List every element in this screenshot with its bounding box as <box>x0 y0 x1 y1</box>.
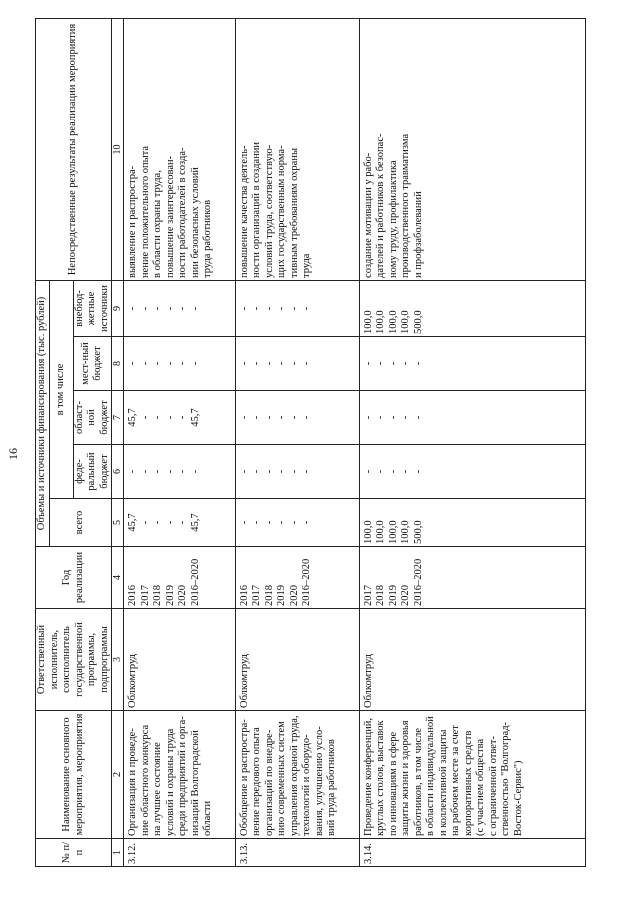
header-result: Непосредственные результаты реализации мероприятия <box>36 18 112 280</box>
column-number: 3 <box>112 609 124 711</box>
total-line: 45,7 <box>127 513 138 532</box>
name_lines-line: организаций по внедре- <box>263 729 275 836</box>
result_lines-line: производственного травматизма <box>400 133 411 278</box>
years-line: 2020 <box>400 585 411 606</box>
ext-line: 100,0 <box>387 310 399 334</box>
name_lines-line: вий труда работников <box>326 739 337 836</box>
activity-name <box>235 711 359 839</box>
reg-line: - <box>276 415 287 420</box>
reg-line: - <box>375 415 386 420</box>
fed-line: - <box>400 469 411 474</box>
fed-line: - <box>288 469 300 474</box>
name_lines-line: с ограниченной ответ- <box>487 735 499 836</box>
column-number-row <box>112 18 124 866</box>
amount-reg <box>124 391 236 445</box>
years-line: 2018 <box>152 585 163 606</box>
amount-ext <box>124 280 236 336</box>
result <box>235 18 359 280</box>
executor: Облкомтруд <box>235 609 359 711</box>
header-reg: област-ной бюджет <box>73 391 112 445</box>
result_lines-line: ности работодателей в созда- <box>177 147 188 278</box>
loc-line: - <box>189 361 201 366</box>
years-line: 2019 <box>164 585 176 606</box>
total-line: 45,7 <box>189 513 201 532</box>
ext-line: - <box>164 306 176 311</box>
amount-fed <box>359 445 586 499</box>
name_lines-line: низаций Волгоградской <box>189 730 201 836</box>
header-year: Год реализации <box>36 547 112 609</box>
loc-line: - <box>177 361 188 366</box>
total-line: - <box>139 520 151 525</box>
column-number: 5 <box>112 499 124 547</box>
result_lines-line: выявление и распростра- <box>127 165 138 278</box>
executor: Облкомтруд <box>124 609 236 711</box>
reg-line: - <box>387 415 399 420</box>
result_lines-line: ности организаций в создании <box>251 142 262 278</box>
loc-line: - <box>400 361 411 366</box>
ext-line: - <box>189 306 201 311</box>
total-line: 500,0 <box>412 520 424 544</box>
executor: Облкомтруд <box>359 609 586 711</box>
result <box>124 18 236 280</box>
name_lines-line: на лучшее состояние <box>152 742 163 836</box>
years-line: 2016 <box>238 585 250 606</box>
amount-reg <box>235 391 359 445</box>
loc-line: - <box>164 361 176 366</box>
years-line: 2017 <box>362 585 374 606</box>
ext-line: 500,0 <box>412 310 424 334</box>
amount-fed <box>235 445 359 499</box>
years-line: 2017 <box>139 585 151 606</box>
name_lines-line: (с участием общества <box>475 738 486 836</box>
loc-line: - <box>152 361 163 366</box>
result <box>359 18 586 280</box>
name_lines-line: нение передового опыта <box>251 727 262 836</box>
result_lines-line: щих государственным норма- <box>276 145 287 278</box>
ext-line: - <box>238 306 250 311</box>
loc-line: - <box>276 361 287 366</box>
program-table <box>35 18 586 867</box>
years-line: 2017 <box>251 585 262 606</box>
amount-reg <box>359 391 586 445</box>
table-row <box>235 18 359 866</box>
loc-line: - <box>288 361 300 366</box>
column-number: 7 <box>112 391 124 445</box>
fed-line: - <box>375 469 386 474</box>
name_lines-line: защиты жизни и здоровья <box>400 720 411 836</box>
table-header <box>36 18 124 866</box>
fed-line: - <box>263 469 275 474</box>
fed-line: - <box>177 469 188 474</box>
fed-line: - <box>387 469 399 474</box>
result_lines-line: в области охраны труда, <box>152 170 163 278</box>
ext-line: - <box>127 306 138 311</box>
result_lines-line: труда работников <box>202 199 213 278</box>
reg-line: - <box>412 415 424 420</box>
result_lines-line: труда <box>301 253 312 278</box>
table-row <box>359 18 586 866</box>
fed-line: - <box>301 469 312 474</box>
total-line: - <box>164 520 176 525</box>
ext-line: 100,0 <box>400 310 411 334</box>
header-loc: мест-ный бюджет <box>73 337 112 391</box>
total-line: - <box>238 520 250 525</box>
amount-loc <box>124 337 236 391</box>
years <box>124 547 236 609</box>
result_lines-line: дателей и работников к безопас- <box>375 133 386 278</box>
amount-ext <box>359 280 586 336</box>
amount-loc <box>359 337 586 391</box>
ext-line: - <box>177 306 188 311</box>
loc-line: - <box>139 361 151 366</box>
ext-line: - <box>301 306 312 311</box>
ext-line: - <box>152 306 163 311</box>
loc-line: - <box>412 361 424 366</box>
total-line: - <box>152 520 163 525</box>
row-number: 3.14. <box>359 839 586 867</box>
result_lines-line: повышение заинтересован- <box>164 155 176 278</box>
ext-line: - <box>139 306 151 311</box>
years-line: 2020 <box>177 585 188 606</box>
reg-line: 45,7 <box>127 408 138 427</box>
total-line: - <box>251 520 262 525</box>
loc-line: - <box>375 361 386 366</box>
amount-total <box>359 499 586 547</box>
years-line: 2016–2020 <box>412 558 424 606</box>
reg-line: - <box>164 415 176 420</box>
total-line: - <box>177 520 188 525</box>
result_lines-line: и профзаболеваний <box>412 191 424 278</box>
name_lines-line: нию современных систем <box>276 721 287 836</box>
name_lines-line: ственностью "Волгоград- <box>500 721 511 836</box>
result_lines-line: тивным требованиям охраны <box>288 148 300 278</box>
name_lines-line: среди предприятий и орга- <box>177 716 188 836</box>
table-row <box>124 18 236 866</box>
header-name: Наименование основного мероприятия, мероприятия <box>36 711 112 839</box>
reg-line: - <box>238 415 250 420</box>
column-number: 9 <box>112 280 124 336</box>
name_lines-line: по инновациям в сфере <box>387 731 399 836</box>
fed-line: - <box>412 469 424 474</box>
ext-line: - <box>263 306 275 311</box>
name_lines-line: условий и охраны труда <box>164 728 176 836</box>
total-line: - <box>263 520 275 525</box>
page-number: 16 <box>6 448 20 460</box>
years-line: 2016–2020 <box>189 558 201 606</box>
header-total: всего <box>50 499 112 547</box>
total-line: 100,0 <box>362 520 374 544</box>
reg-line: - <box>152 415 163 420</box>
reg-line: 45,7 <box>189 408 201 427</box>
fed-line: - <box>139 469 151 474</box>
ext-line: - <box>276 306 287 311</box>
activity-name <box>359 711 586 839</box>
header-incl: в том числе <box>50 280 74 498</box>
total-line: 100,0 <box>387 520 399 544</box>
total-line: - <box>276 520 287 525</box>
result_lines-line: нии безопасных условий <box>189 167 201 278</box>
years-line: 2018 <box>375 585 386 606</box>
loc-line: - <box>127 361 138 366</box>
column-number: 8 <box>112 337 124 391</box>
reg-line: - <box>301 415 312 420</box>
reg-line: - <box>263 415 275 420</box>
loc-line: - <box>301 361 312 366</box>
header-n: № п/п <box>36 839 112 867</box>
row-number: 3.12. <box>124 839 236 867</box>
result_lines-line: создание мотивации у рабо- <box>362 152 374 278</box>
header-financing: Объемы и источники финансирования (тыс. рублей) <box>36 280 50 546</box>
row-number: 3.13. <box>235 839 359 867</box>
header-fed: феде-ральный бюджет <box>73 445 112 499</box>
result_lines-line: повышение качества деятель- <box>238 145 250 278</box>
loc-line: - <box>238 361 250 366</box>
reg-line: - <box>251 415 262 420</box>
fed-line: - <box>164 469 176 474</box>
years-line: 2020 <box>288 585 300 606</box>
name_lines-line: управления охраной труда, <box>288 715 300 836</box>
ext-line: - <box>288 306 300 311</box>
total-line: 100,0 <box>375 520 386 544</box>
result_lines-line: условий труда, соответствую- <box>263 144 275 278</box>
years-line: 2018 <box>263 585 275 606</box>
reg-line: - <box>177 415 188 420</box>
name_lines-line: области <box>202 800 213 836</box>
fed-line: - <box>238 469 250 474</box>
column-number: 2 <box>112 711 124 839</box>
header-executor: Ответственный исполнитель, соисполнитель государственной программы, подпрограммы <box>36 609 112 711</box>
loc-line: - <box>362 361 374 366</box>
name_lines-line: на рабочем месте за счет <box>450 725 461 836</box>
amount-total <box>124 499 236 547</box>
name_lines-line: Обобщение и распростра- <box>238 719 250 836</box>
years <box>235 547 359 609</box>
name_lines-line: работников, в том числе <box>412 727 424 836</box>
name_lines-line: в области индивидуальной <box>425 716 436 836</box>
total-line: - <box>301 520 312 525</box>
total-line: - <box>288 520 300 525</box>
years-line: 2019 <box>387 585 399 606</box>
reg-line: - <box>139 415 151 420</box>
name_lines-line: корпоративных средств <box>462 730 474 836</box>
reg-line: - <box>400 415 411 420</box>
ext-line: 100,0 <box>375 310 386 334</box>
column-number: 6 <box>112 445 124 499</box>
name_lines-line: и коллективной защиты <box>437 729 449 836</box>
fed-line: - <box>189 469 201 474</box>
name_lines-line: Организация и проведе- <box>127 728 138 836</box>
fed-line: - <box>362 469 374 474</box>
ext-line: 100,0 <box>362 310 374 334</box>
name_lines-line: вания, улучшению усло- <box>313 726 325 836</box>
name_lines-line: ние областного конкурса <box>139 724 151 836</box>
column-number: 10 <box>112 18 124 280</box>
amount-loc <box>235 337 359 391</box>
header-ext: внебюд-жетные источники <box>73 280 112 336</box>
name_lines-line: Проведение конференций, <box>362 718 374 836</box>
ext-line: - <box>251 306 262 311</box>
name_lines-line: технологий и оборудо- <box>301 734 312 836</box>
column-number: 1 <box>112 839 124 867</box>
loc-line: - <box>263 361 275 366</box>
years-line: 2016–2020 <box>301 558 312 606</box>
loc-line: - <box>387 361 399 366</box>
years-line: 2019 <box>276 585 287 606</box>
name_lines-line: Восток-Сервис") <box>512 760 524 836</box>
amount-total <box>235 499 359 547</box>
fed-line: - <box>251 469 262 474</box>
name_lines-line: круглых столов, выставок <box>375 720 386 836</box>
total-line: 100,0 <box>400 520 411 544</box>
fed-line: - <box>276 469 287 474</box>
years <box>359 547 586 609</box>
result_lines-line: ному труду, профилактика <box>387 160 399 278</box>
result_lines-line: нение положительного опыта <box>139 145 151 278</box>
activity-name <box>124 711 236 839</box>
column-number: 4 <box>112 547 124 609</box>
table-body <box>124 18 586 866</box>
reg-line: - <box>362 415 374 420</box>
fed-line: - <box>127 469 138 474</box>
loc-line: - <box>251 361 262 366</box>
fed-line: - <box>152 469 163 474</box>
reg-line: - <box>288 415 300 420</box>
amount-fed <box>124 445 236 499</box>
amount-ext <box>235 280 359 336</box>
years-line: 2016 <box>127 585 138 606</box>
